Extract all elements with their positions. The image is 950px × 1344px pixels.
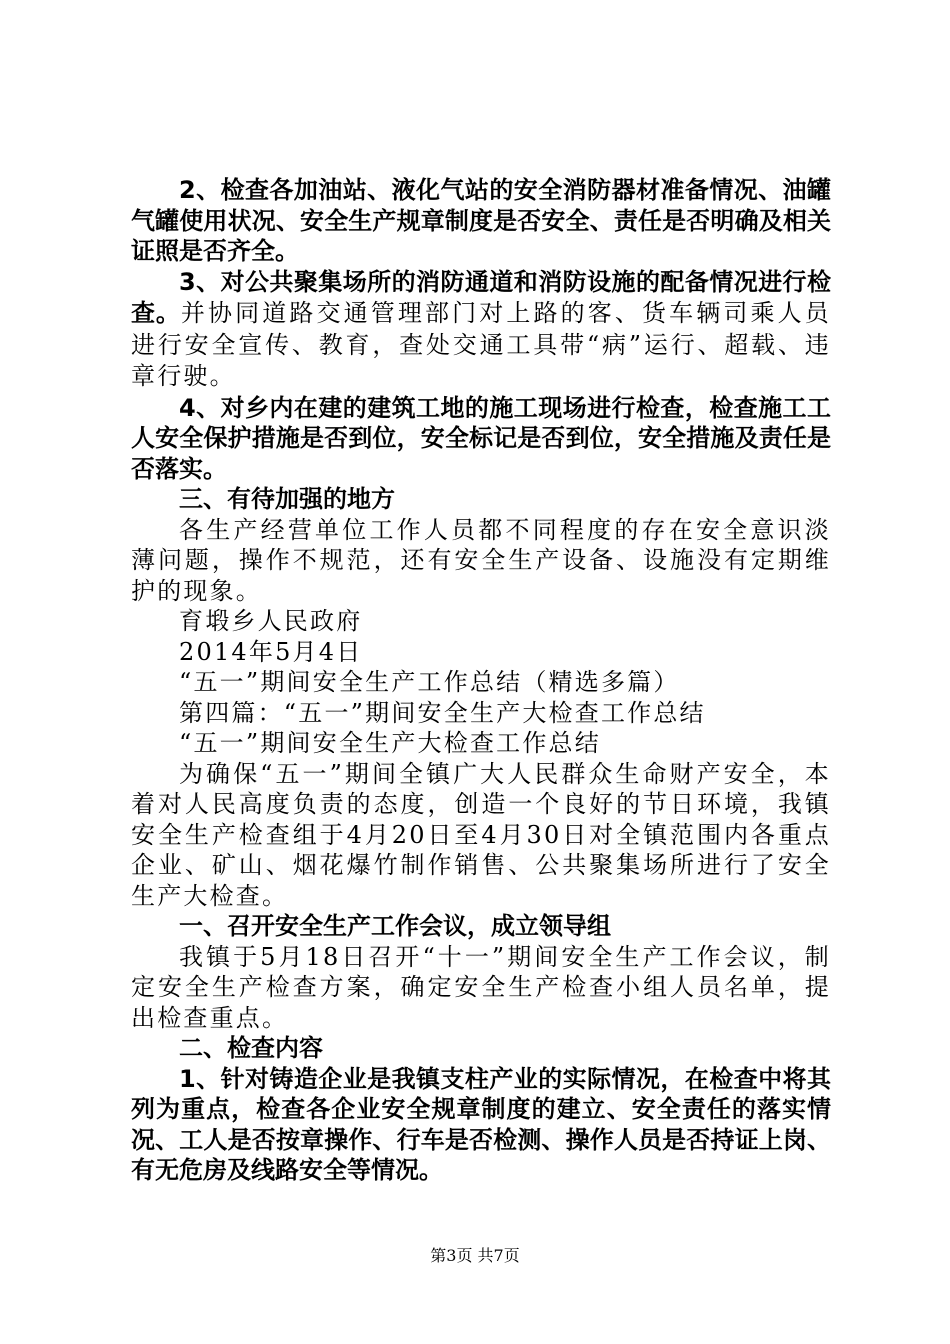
paragraph-check-public-places-bold: 3、对公共聚集场所的消防通道和消防设施的配备情况进行检查。	[131, 267, 831, 327]
page-number-footer: 第3页 共7页	[430, 1246, 520, 1265]
paragraph-check-public-places-light: 并协同道路交通管理部门对上路的客、货车辆司乘人员进行安全宣传、教育，查处交通工具带“病”运行、超载、违章行驶。	[131, 299, 831, 390]
paragraph-check-public-places	[131, 267, 831, 393]
paragraph-check-gas-stations: 2、检查各加油站、液化气站的安全消防器材准备情况、油罐气罐使用状况、安全生产规章制度是否安全、责任是否明确及相关证照是否齐全。	[131, 176, 831, 265]
collection-title: “五一”期间安全生产工作总结（精选多篇）	[179, 668, 680, 696]
signature-date: 2014年5月4日	[179, 637, 363, 666]
heading-safety-meeting: 一、召开安全生产工作会议，成立领导组	[179, 912, 611, 940]
document-body	[131, 175, 831, 1186]
paragraph-check-construction-sites: 4、对乡内在建的建筑工地的施工现场进行检查，检查施工工人安全保护措施是否到位，安全标记是否到位，安全措施及责任是否落实。	[131, 393, 831, 483]
paragraph-foundry-inspection: 1、针对铸造企业是我镇支柱产业的实际情况，在检查中将其列为重点，检查各企业安全规章制度的建立、安全责任的落实情况、工人是否按章操作、行车是否检测、操作人员是否持证上岗、有无危房及线路安全等情况。	[131, 1064, 831, 1184]
heading-inspection-content: 二、检查内容	[179, 1034, 323, 1062]
article-title: “五一”期间安全生产大检查工作总结	[179, 729, 601, 757]
heading-areas-to-strengthen: 三、有待加强的地方	[179, 485, 395, 513]
paragraph-meeting-details: 我镇于5月18日召开“十一”期间安全生产工作会议，制定安全生产检查方案，确定安全生产检查小组人员名单，提出检查重点。	[131, 942, 831, 1032]
paragraph-weak-awareness: 各生产经营单位工作人员都不同程度的存在安全意识淡薄问题，操作不规范，还有安全生产设备、设施没有定期维护的现象。	[131, 515, 831, 605]
signature-government: 育塅乡人民政府	[179, 607, 363, 635]
paragraph-intro: 为确保“五一”期间全镇广大人民群众生命财产安全，本着对人民高度负责的态度，创造一个良好的节日环境，我镇安全生产检查组于4月20日至4月30日对全镇范围内各重点企业、矿山、烟花爆竹制作销售、公共聚集场所进行了安全生产大检查。	[131, 759, 831, 910]
article-four-heading: 第四篇：“五一”期间安全生产大检查工作总结	[179, 698, 706, 727]
